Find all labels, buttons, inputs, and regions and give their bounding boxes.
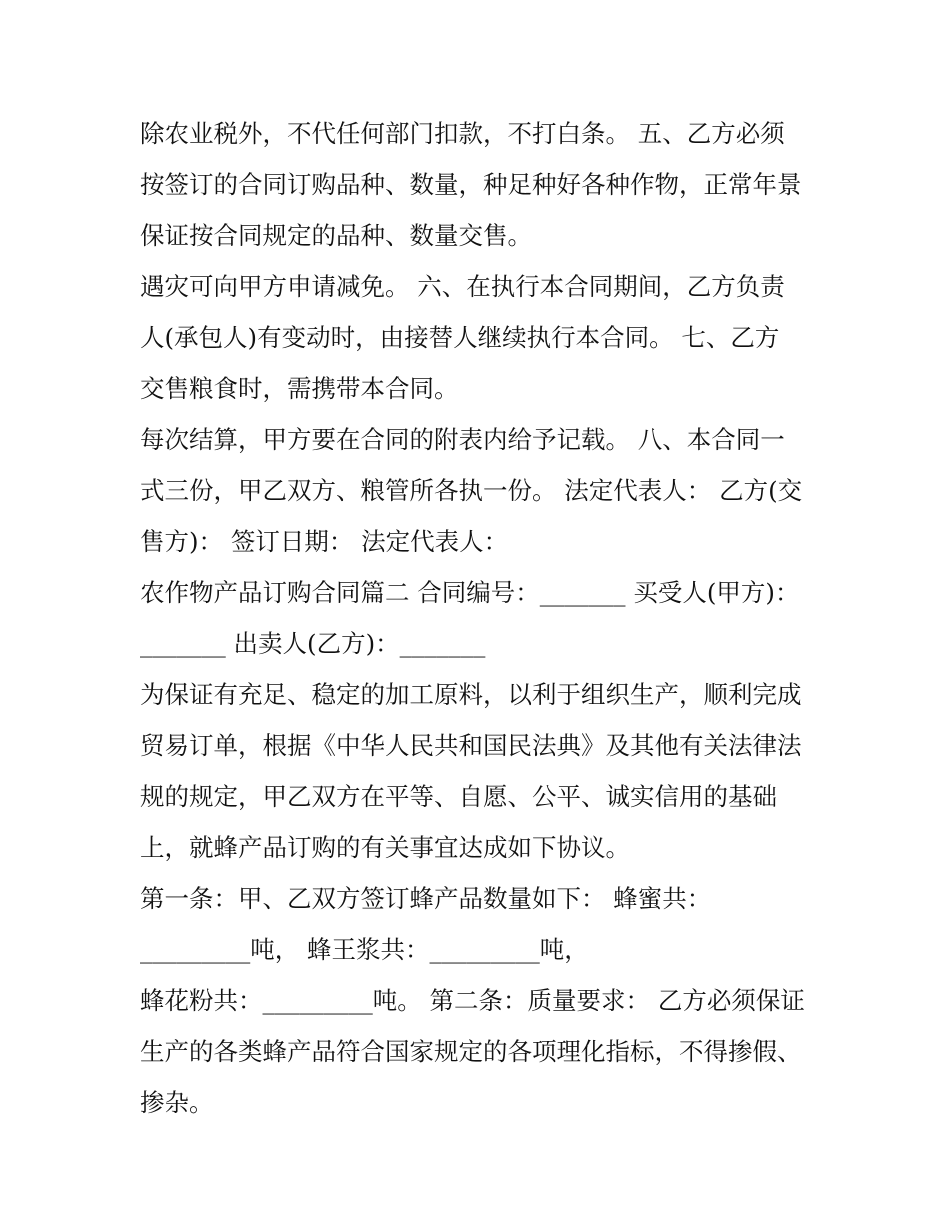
text-line: 人(承包人)有变动时，由接替人继续执行本合同。 七、乙方 — [140, 323, 780, 352]
document-body — [140, 108, 820, 1128]
text-line: 掺杂。 — [140, 1088, 214, 1117]
text-line: 生产的各类蜂产品符合国家规定的各项理化指标，不得掺假、 — [140, 1037, 802, 1066]
text-line: 除农业税外，不代任何部门扣款，不打白条。 五、乙方必须 — [140, 119, 785, 148]
text-line: 每次结算，甲方要在合同的附表内给予记载。 八、本合同一 — [140, 425, 785, 454]
text-line: 式三份，甲乙双方、粮管所各执一份。 法定代表人： 乙方(交 — [140, 476, 803, 505]
text-line: 遇灾可向甲方申请减免。 六、在执行本合同期间，乙方负责 — [140, 272, 785, 301]
text-line: 保证按合同规定的品种、数量交售。 — [140, 221, 532, 250]
text-line: 按签订的合同订购品种、数量，种足种好各种作物，正常年景 — [140, 170, 802, 199]
text-line: 农作物产品订购合同篇二 合同编号：_______ 买受人(甲方)： — [140, 578, 800, 607]
text-line: 交售粮食时，需携带本合同。 — [140, 374, 459, 403]
text-line: 上，就蜂产品订购的有关事宜达成如下协议。 — [140, 833, 630, 862]
text-line: 贸易订单，根据《中华人民共和国民法典》及其他有关法律法 — [140, 731, 802, 760]
text-line: _______ 出卖人(乙方)：_______ — [140, 629, 486, 658]
text-line: 第一条：甲、乙双方签订蜂产品数量如下： 蜂蜜共： — [140, 884, 712, 913]
text-line: 蜂花粉共：_________吨。 第二条：质量要求： 乙方必须保证 — [140, 986, 805, 1015]
text-line: _________吨， 蜂王浆共：_________吨， — [140, 935, 589, 964]
text-line: 售方)： 签订日期： 法定代表人： — [140, 527, 509, 556]
text-line: 规的规定，甲乙双方在平等、自愿、公平、诚实信用的基础 — [140, 782, 777, 811]
text-line: 为保证有充足、稳定的加工原料，以利于组织生产，顺利完成 — [140, 680, 802, 709]
